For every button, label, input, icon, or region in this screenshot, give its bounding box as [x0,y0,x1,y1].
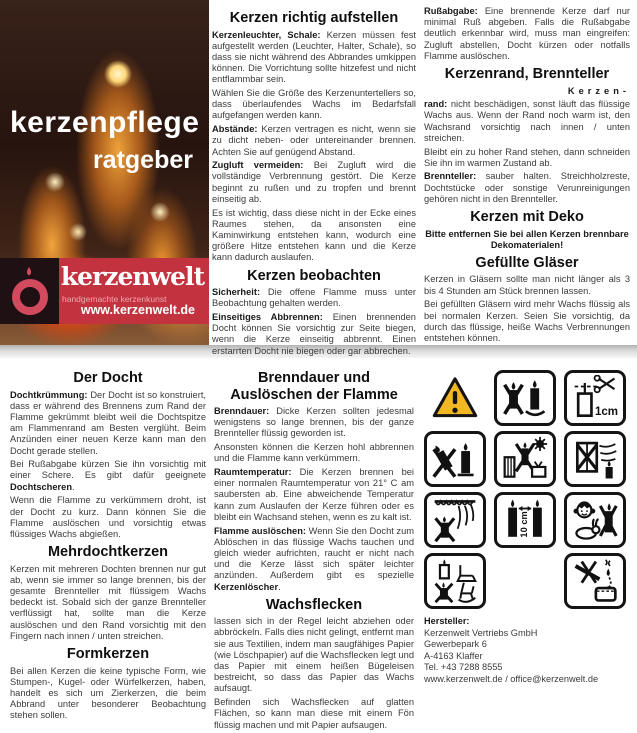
section-title: Mehrdochtkerzen [47,544,169,561]
brand-logo-band [0,258,209,324]
manufacturer-city: A-4163 Klaffer [424,650,483,661]
section-title: Gefüllte Gläser [475,254,579,271]
trim-wick-to-1cm-icon [564,370,626,426]
picto-spacer [494,553,556,609]
paragraph: Bei allen Kerzen die keine typische Form, wie Stumpen-, Kugel- oder Würfelkerzen, haben, handelt es sich um Zierkerzen, die beim Abbrand unter besonderer Beobachtung stehen sollen. [10,665,206,721]
section-title: Brenndauer und Auslöschen der Flamme [230,370,398,403]
paragraph: Flamme auslöschen: Wenn Sie den Docht zum Ablöschen in das flüssige Wachs tauchen und gleich wieder aufrichten, raucht er nicht nach und die Kerze lässt sich später leichter anzünden. Außerdem gibt es spezielle Kerzenlöscher. [214,525,414,592]
paragraph: Kerzen in Gläsern sollte man nicht länger als 3 bis 4 Stunden am Stück brennen lassen. [424,274,630,296]
column-aufstellen [212,6,416,359]
manufacturer-street: Gewerbepark 6 [424,639,487,650]
manufacturer-phone: Tel. +43 7288 8555 [424,662,503,673]
paragraph: Einseitiges Abbrennen: Einen brennenden Docht können Sie vorsichtig zur Seite biegen, wenn die Kerze einseitig abbrennt. Einen erstarrten Docht nie biegen oder gar abbrechen. [212,311,416,356]
section-title: Kerzen mit Deko [470,209,584,226]
paragraph: lassen sich in der Regel leicht abziehen oder abbröckeln. Falls dies nicht gelingt, entfernt man sie aus Textilien, indem man saugfähiges Papier (wie Löschpapier) auf die Wachsflecken legt und das Papier mit einem heißen Bügeleisen bestreicht, so dass das Papier das Wachs aufsaugt. [214,616,414,694]
brand-logo-text-area [59,258,209,324]
paragraph: Es ist wichtig, dass diese nicht in der Ecke eines Raumes stehen, da ansonsten eine Kaminwirkung entstehen kann, wodurch eine größere Hitze entstehen kann und die Kerze kann dadurch auslaufen. [212,207,416,263]
spread-word: Kerzen- [567,85,630,96]
paragraph: rand: nicht beschädigen, sonst läuft das flüssige Wachs aus. Wenn der Rand noch warm ist, den Wachsrand vorsichtig nach innen / unten streichen. [424,99,630,143]
paragraph: Befinden sich Wachsflecken auf glatten Flächen, so kann man diese mit einem Fön flüssig machen und mit Papier aufsaugen. [214,697,414,730]
svg-text:1cm: 1cm [595,405,619,418]
section-title: Kerzen richtig aufstellen [229,10,399,26]
paragraph: Wenn die Flamme zu verkümmern droht, ist der Docht zu kurz. Dann können Sie die Flamme auslöschen und vorsichtig etwas flüssiges Wachs abgießen. [10,495,206,539]
brand-logo-mark [0,258,59,324]
paragraph: Kerzenleuchter, Schale: Kerzen müssen fest aufgestellt werden (Leuchter, Halter, Schale), so dass sie nicht während des Abbrandes umkippen können. Die Vorrichtung sollte hitzefest und nicht entflammbar sein. [212,29,416,85]
keep-10cm-between-candles-icon [494,492,556,548]
column-brenndauer [214,366,414,733]
keep-away-from-furniture-icon [424,553,486,609]
paragraph: Bei gefüllten Gläsern wird mehr Wachs flüssig als bei normalen Kerzen. Seien Sie vorsichtig, da durch das flüssige, heiße Wachs Verbrennungen entstehen können. [424,299,630,343]
section-title: Kerzenrand, Brennteller [444,66,610,83]
manufacturer-label: Hersteller: [424,616,470,626]
paragraph: Sicherheit: Die offene Flamme muss unter Beobachtung gehalten werden. [212,287,416,309]
keep-away-from-children-and-pets-icon [564,492,626,548]
keep-away-from-drafts-icon [564,431,626,487]
safety-pictogram-grid [424,370,626,609]
page-title: kerzenpflege [10,106,200,139]
paragraph: Zugluft vermeiden: Bei Zugluft wird die vollständige Verbrennung gestört. Die Kerze beginnt zu rußen und zu tropfen und brennt einseitig ab. [212,160,417,204]
cover-photo [0,0,209,345]
column-docht [10,366,206,724]
section-title: Kerzen beobachten [247,267,381,284]
manufacturer-block [424,616,598,686]
paragraph: Brenndauer: Dicke Kerzen sollten jedesmal wenigstens so lange brennen, bis der ganze Brennteller flüssig geworden ist. [214,406,414,439]
paragraph: Raumtemperatur: Die Kerzen brennen bei einer normalen Raumtemperatur von 21° C am saubersten ab. Eine abweichende Temperatur kann zum Auslaufen der Kerze führen oder es bleibt ein Wachsand stehen, wenn es zu kalt ist. [214,467,414,522]
paragraph: Ansonsten können die Kerzen hohl abbrennen und die Flamme kann verkümmern. [214,442,414,464]
paragraph: Rußabgabe: Eine brennende Kerze darf nur minimal Ruß abgeben. Falls die Rußabgabe deutlich erkennbar wird, muss man eingreifen: Zugluft abstellen, Docht kürzen oder notfalls Flamme auslöschen. [424,6,630,61]
brand-tagline: handgemachte kerzenkunst [62,294,167,304]
paragraph: Bitte entfernen Sie bei allen Kerzen brennbare Dekomaterialen! [425,228,629,250]
keep-away-from-heat-sources-icon [494,431,556,487]
paragraph: Kerzen mit mehreren Dochten brennen nur gut ab, wenn sie immer so lange brennen, bis der gesamte Brennteller mit flüssigem Wachs bedeckt ist. Sobald sich der ganze Brennteller verflüssigt hat, sollte man die Kerze auslöschen und den Rand vorsichtig mit den Fingern nach innen / unten streichen. [10,563,206,641]
manufacturer-name: Kerzenwelt Vertriebs GmbH [424,627,538,638]
brand-url: www.kerzenwelt.de [80,303,195,317]
paragraph: Abstände: Kerzen vertragen es nicht, wenn sie zu dicht neben- oder untereinander brennen. Achten Sie auf genügend Abstand. [212,124,416,157]
section-title: Formkerzen [66,646,150,663]
page-subtitle: ratgeber [92,146,193,174]
paragraph: Bei Rußabgabe kürzen Sie ihn vorsichtig mit einer Schere. Es gibt dafür geeignete Dochtscheren. [10,459,206,492]
never-leave-burning-candle-unattended-icon [494,370,556,426]
section-title: Der Docht [73,370,143,386]
keep-candle-upright-icon [424,431,486,487]
keep-away-from-flammable-materials-icon [424,492,486,548]
manufacturer-web-email: www.kerzenwelt.de / office@kerzenwelt.de [424,673,599,684]
paragraph: Wählen Sie die Größe des Kerzenuntertellers so, dass überlaufendes Wachs im Bedarfsfall aufgefangen werden kann. [212,88,416,121]
svg-text:10 cm: 10 cm [518,511,529,538]
flame-ring-icon [8,263,52,319]
column-kerzenrand [424,6,630,347]
brand-name: kerzenwelt [60,262,204,291]
extinguish-by-dipping-wick-icon [564,553,626,609]
paragraph: Dochtkrümmung: Der Docht ist so konstruiert, dass er während des Brennens zum Rand der Flamme gekrümmt bleibt weil die Dochtspitze am Flammenrand am Besten verglüht. Beim Anzünden einer neuen Kerze kann man den Docht gerade stellen. [10,389,206,456]
section-title: Wachsflecken [265,596,363,613]
paragraph: Bleibt ein zu hoher Rand stehen, dann schneiden Sie ihn im warmen Zustand ab. [424,146,630,168]
paragraph: Brennteller: sauber halten. Streichholzreste, Dochtstücke oder sonstige Verunreinigungen gehören nicht in den Brennteller. [424,171,630,204]
warning-triangle-icon [424,370,486,426]
